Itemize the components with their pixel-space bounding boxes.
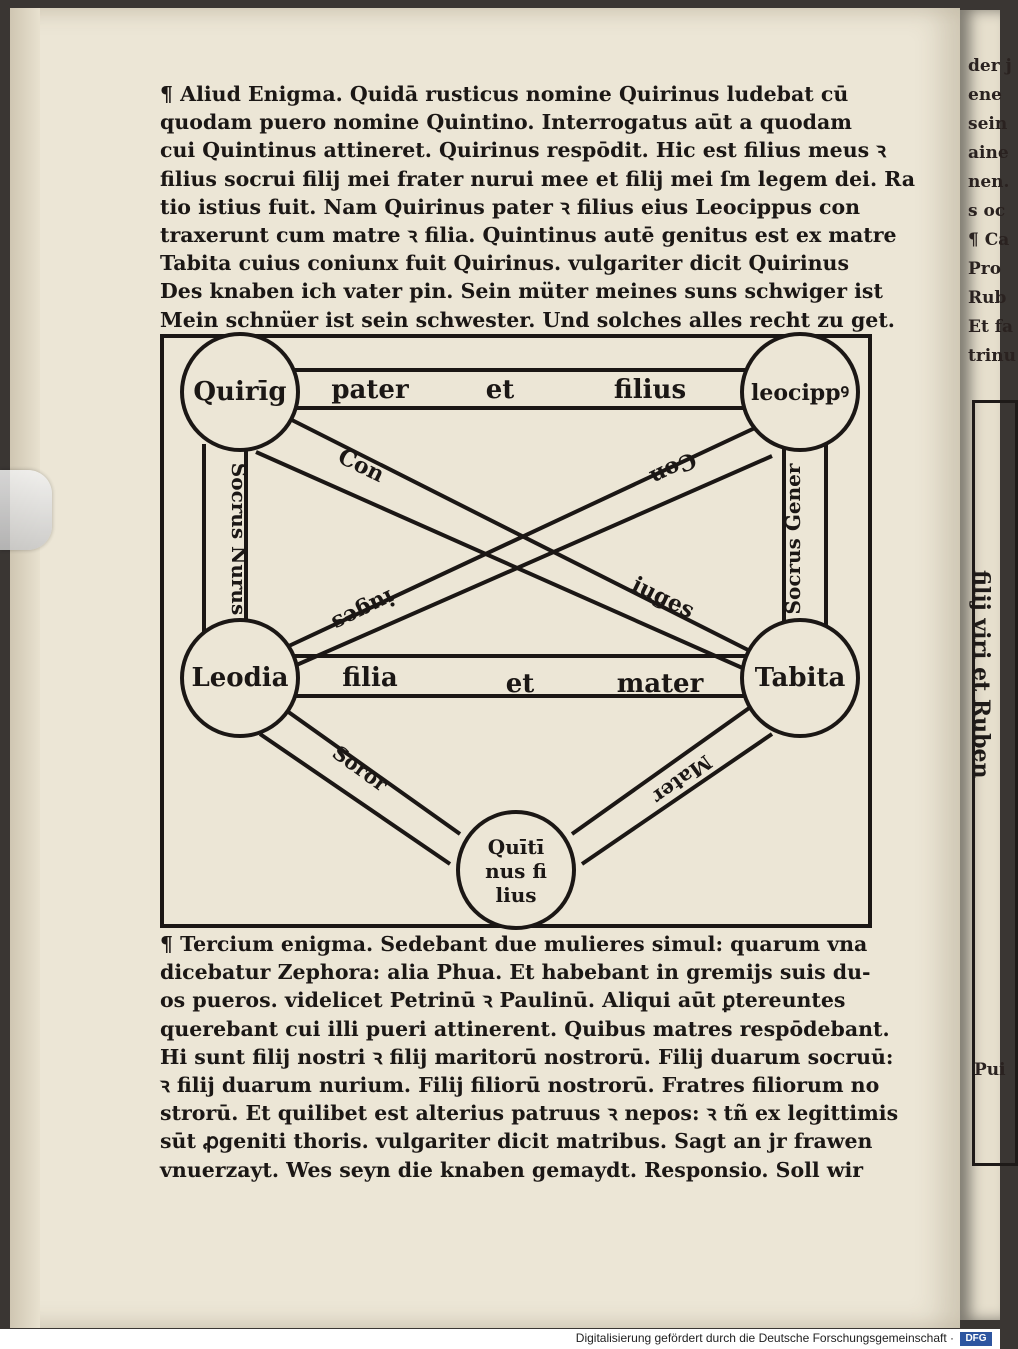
kinship-diagram	[160, 334, 872, 928]
band-left-label: Socrus Nurus	[227, 462, 251, 616]
facing-page-vertical-text: filij viri et Ruben	[968, 570, 994, 779]
text-line: ¶ Aliud Enigma. Quidā rusticus nomine Quirinus ludebat cū	[160, 82, 849, 106]
text-line: dicebatur Zephora: alia Phua. Et habebant in gremijs suis du-	[160, 960, 871, 985]
band-top-word-2: et	[485, 375, 515, 405]
band-lower-left-label: Soror	[327, 740, 393, 797]
text-line: quodam puero nomine Quintino. Interrogatus aūt a quodam	[160, 110, 852, 135]
text-line: ꝛ filij duarum nurium. Filij filiorū nostrorū. Fratres filiorum no	[160, 1073, 880, 1098]
page-clip	[0, 470, 52, 550]
node-quintinus-label-2: nus fi	[485, 859, 547, 883]
facing-page-line: s oc	[968, 201, 1006, 221]
band-top-word-3: filius	[613, 375, 687, 405]
band-middle-word-2: et	[505, 669, 535, 699]
facing-page-line: aine	[968, 143, 1009, 163]
node-leocippus-label: leocippꝰ	[751, 380, 849, 406]
facing-page-bottom: Pui	[974, 1060, 1006, 1080]
facing-page-line: nen.	[968, 172, 1010, 192]
band-diag-a-word-1: Con	[333, 443, 389, 488]
footer-credit: Digitalisierung gefördert durch die Deutsche Forschungsgemeinschaft ·	[575, 1331, 954, 1345]
facing-page-line: trinu	[968, 346, 1016, 366]
node-quintinus-label-3: lius	[495, 883, 537, 907]
band-diag-b-line	[276, 456, 772, 674]
enigma-text-bottom	[160, 930, 899, 1184]
band-diag-b-word-1: Con	[645, 446, 701, 491]
band-diag-b-word-2: iuges	[327, 584, 399, 637]
text-line: Des knaben ich vater pin. Sein müter meines suns schwiger ist	[160, 279, 883, 304]
band-diag-a-line	[256, 452, 756, 674]
node-quirinus-label: Quirīg	[193, 377, 287, 407]
footer-bar	[0, 1329, 1000, 1349]
text-line: filius socrui filij mei frater nurui mee et filij mei ſm legem dei. Ra	[160, 166, 916, 191]
enigma-text-top	[160, 80, 916, 334]
text-line: ¶ Tercium enigma. Sedebant due mulieres simul: quarum vna	[160, 932, 868, 956]
dfg-logo: DFG	[960, 1332, 992, 1346]
text-line: cui Quintinus attineret. Quirinus respōdit. Hic est filius meus ꝛ	[160, 138, 886, 163]
facing-page-line: Et fa	[968, 317, 1014, 337]
text-line: querebant cui illi pueri attinerent. Quibus matres respōdebant.	[160, 1016, 890, 1041]
facing-page-frame	[972, 400, 1018, 1166]
band-top-word-1: pater	[331, 375, 409, 405]
text-line: sūt ꝓgeniti thoris. vulgariter dicit matribus. Sagt an jr frawen	[160, 1129, 873, 1154]
text-line: Hi sunt filij nostri ꝛ filij maritorū nostrorū. Filij duarum socruū:	[160, 1044, 894, 1069]
node-tabita-label: Tabita	[754, 663, 846, 693]
text-line: traxerunt cum matre ꝛ filia. Quintinus autē genitus est ex matre	[160, 223, 897, 248]
band-right-label: Socrus Gener	[781, 463, 805, 615]
facing-page	[960, 10, 1016, 1320]
band-lower-right-line	[572, 706, 752, 834]
text-line: os pueros. videlicet Petrinū ꝛ Paulinū. Aliqui aūt ꝑtereuntes	[160, 988, 846, 1013]
text-line: vnuerzayt. Wes seyn die knaben gemaydt. Responsio. Soll wir	[160, 1157, 864, 1182]
facing-page-line: sein	[968, 114, 1008, 134]
page-gutter	[10, 8, 40, 1328]
band-middle-word-3: mater	[616, 669, 704, 699]
facing-page-line: Rub	[968, 288, 1007, 308]
facing-page-line: ene	[968, 85, 1002, 105]
facing-page-line: ¶ Ca	[968, 230, 1010, 250]
node-quintinus-label-1: Quītī	[487, 835, 545, 859]
text-line: strorū. Et quilibet est alterius patruus ꝛ nepos: ꝛ tñ ex legittimis	[160, 1101, 899, 1126]
text-line: Mein schnüer ist sein schwester. Und solches alles recht zu get.	[160, 307, 895, 332]
node-leodia-label: Leodia	[191, 663, 289, 693]
text-line: Tabita cuius coniunx fuit Quirinus. vulgariter dicit Quirinus	[160, 251, 849, 276]
text-line: tio istius fuit. Nam Quirinus pater ꝛ filius eius Leocippus con	[160, 194, 861, 219]
band-diag-a-word-2: iuges	[627, 571, 699, 624]
band-lower-right-label: Mater	[647, 750, 717, 810]
facing-page-line: der j	[968, 56, 1012, 76]
facing-page-line: Pro	[968, 259, 1002, 279]
band-middle-word-1: filia	[342, 663, 398, 693]
